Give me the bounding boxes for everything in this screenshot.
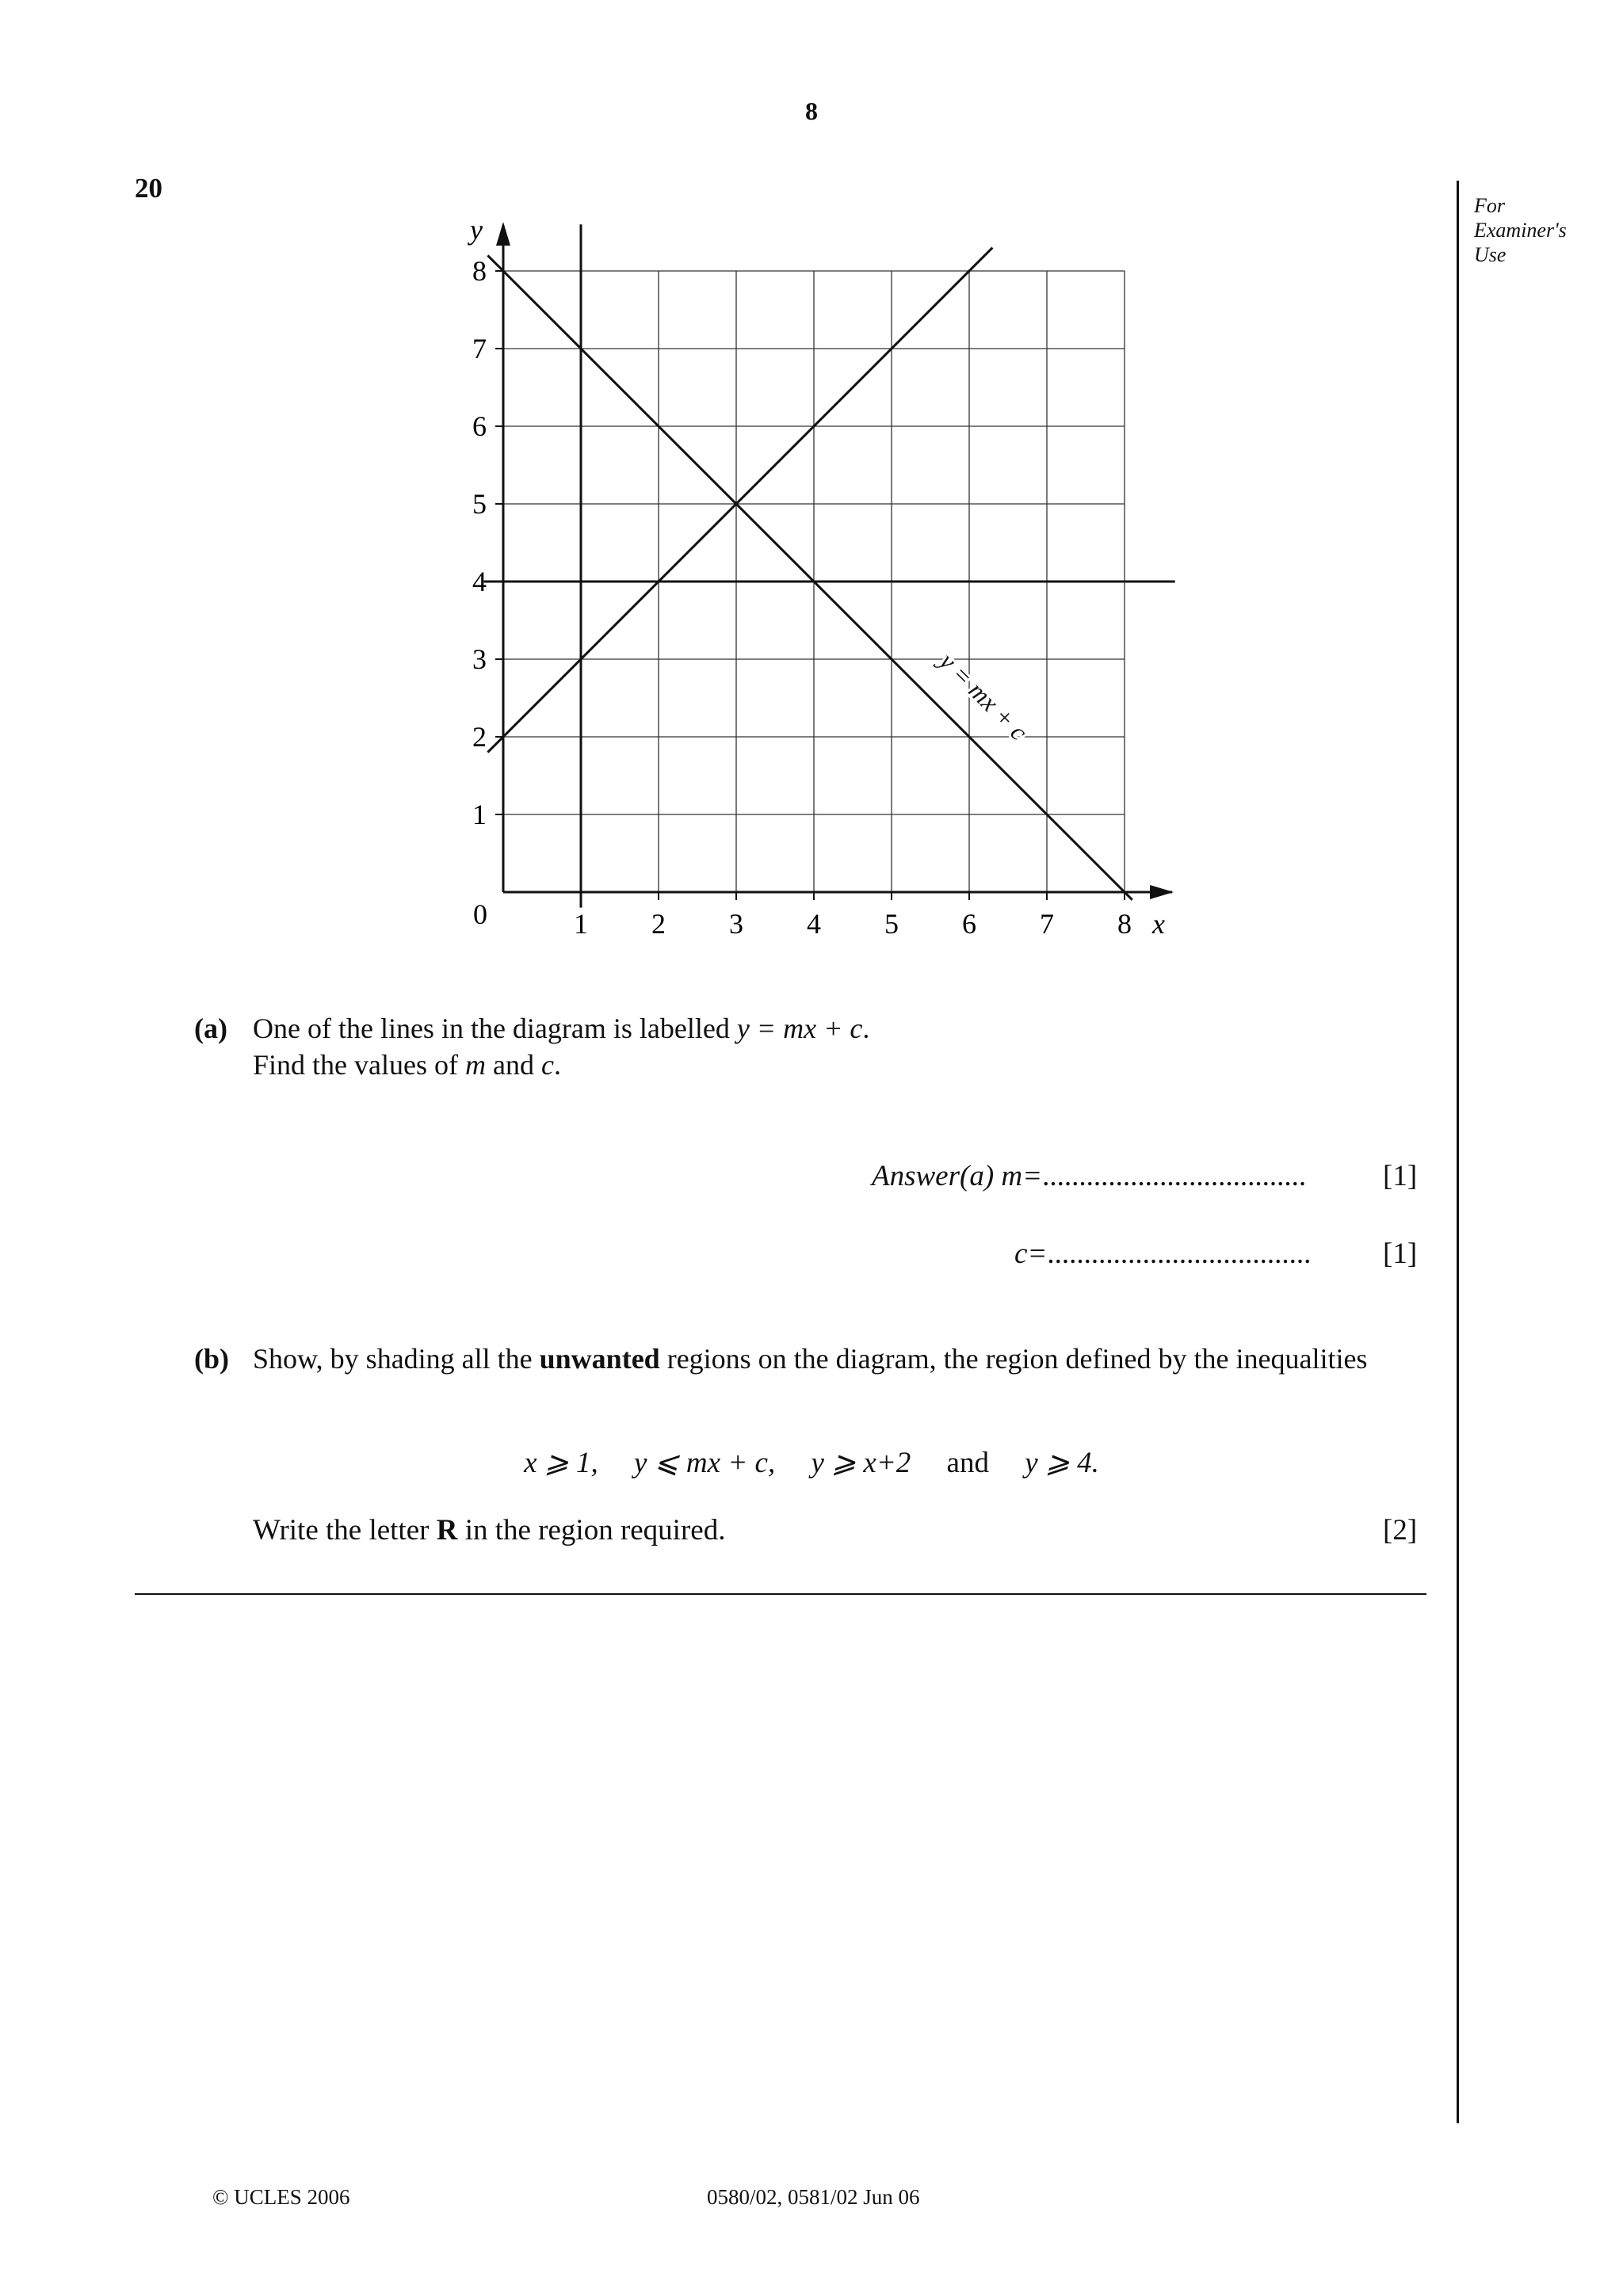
y-tick-label: 8 (472, 255, 487, 287)
part-a-line2-m: m (464, 1049, 486, 1081)
y-tick-label: 2 (472, 721, 487, 753)
part-a-line1-pre: One of the lines in the diagram is labelled (253, 1013, 737, 1044)
coordinate-diagram (428, 204, 1205, 965)
part-a-question (253, 1010, 1426, 1083)
part-a-line1-post: . (862, 1013, 870, 1044)
part-a-line2-post: . (553, 1049, 561, 1081)
answer-m-line[interactable] (872, 1159, 1306, 1193)
x-tick-label: 4 (807, 908, 821, 940)
x-tick-label: 1 (574, 908, 588, 940)
footer-copyright: © UCLES 2006 (212, 2185, 350, 2209)
lines (484, 224, 1175, 907)
line-positive-slope (487, 248, 992, 753)
inequality-4: y ⩾ 4. (1025, 1447, 1099, 1479)
part-a-line2-pre: Find the values of (253, 1049, 465, 1081)
answer-c-line[interactable] (1014, 1237, 1311, 1271)
question-end-rule (135, 1593, 1426, 1595)
inequality-1: x ⩾ 1, (524, 1447, 598, 1479)
page-number: 8 (805, 97, 818, 125)
inequality-and: and (946, 1447, 989, 1479)
x-tick-label: 8 (1117, 908, 1132, 940)
line-y-equals-mx-plus-c (487, 255, 1132, 899)
x-tick-label: 3 (729, 908, 743, 940)
answer-m-label: Answer(a) m= (872, 1160, 1043, 1192)
inequalities (0, 1445, 1623, 1480)
x-axis-letter: x (1152, 908, 1165, 940)
mark-c: [1] (1383, 1238, 1418, 1270)
examiner-margin-rule (1457, 181, 1459, 2123)
part-b-text-post: regions on the diagram, the region defined by the inequalities (659, 1343, 1368, 1375)
part-b-label: (b) (194, 1343, 229, 1375)
answer-c-label: c= (1014, 1238, 1048, 1270)
x-tick-label: 7 (1040, 908, 1054, 940)
footer-code: 0580/02, 0581/02 Jun 06 (707, 2185, 920, 2209)
x-tick-label: 5 (884, 908, 899, 940)
write-post: in the region required. (457, 1514, 726, 1547)
write-instruction (253, 1513, 725, 1547)
part-b-text-bold: unwanted (539, 1343, 660, 1375)
mark-m: [1] (1383, 1160, 1418, 1192)
line-label-mx-c: y = mx + c (934, 646, 1033, 746)
origin-label: 0 (473, 898, 487, 930)
mark-b: [2] (1383, 1514, 1418, 1547)
part-a-line2-c: c (540, 1049, 554, 1081)
y-tick-label: 1 (472, 799, 487, 830)
y-tick-label: 7 (472, 333, 487, 364)
part-a-line2-and: and (485, 1049, 541, 1081)
x-tick-label: 6 (962, 908, 976, 940)
question-number: 20 (135, 173, 162, 204)
write-pre: Write the letter (253, 1514, 437, 1547)
x-tick-label: 2 (651, 908, 666, 940)
answer-m-dots[interactable]: .................................... (1042, 1160, 1307, 1192)
y-tick-label: 4 (472, 566, 487, 597)
write-bold: R (436, 1514, 458, 1547)
y-axis-letter: y (470, 214, 483, 246)
answer-c-dots[interactable]: .................................... (1047, 1238, 1312, 1270)
part-a-label: (a) (194, 1013, 227, 1044)
y-tick-label: 3 (472, 643, 487, 675)
examiner-line-2: Examiner's (1474, 219, 1567, 242)
inequality-2: y ⩽ mx + c, (634, 1447, 776, 1479)
part-a-line1-eq: y = mx + c (736, 1013, 863, 1044)
part-b-question (253, 1341, 1426, 1377)
x-axis-arrow (1150, 885, 1174, 899)
part-b-text-pre: Show, by shading all the (253, 1343, 540, 1375)
y-tick-label: 6 (472, 410, 487, 442)
y-axis-arrow (496, 222, 510, 246)
y-tick-label: 5 (472, 488, 487, 520)
examiner-use-box (1474, 193, 1567, 267)
examiner-line-3: Use (1474, 243, 1507, 266)
axes (495, 222, 1174, 900)
inequality-3: y ⩾ x+2 (811, 1447, 911, 1479)
examiner-line-1: For (1474, 194, 1505, 217)
tick-labels (472, 255, 1132, 940)
